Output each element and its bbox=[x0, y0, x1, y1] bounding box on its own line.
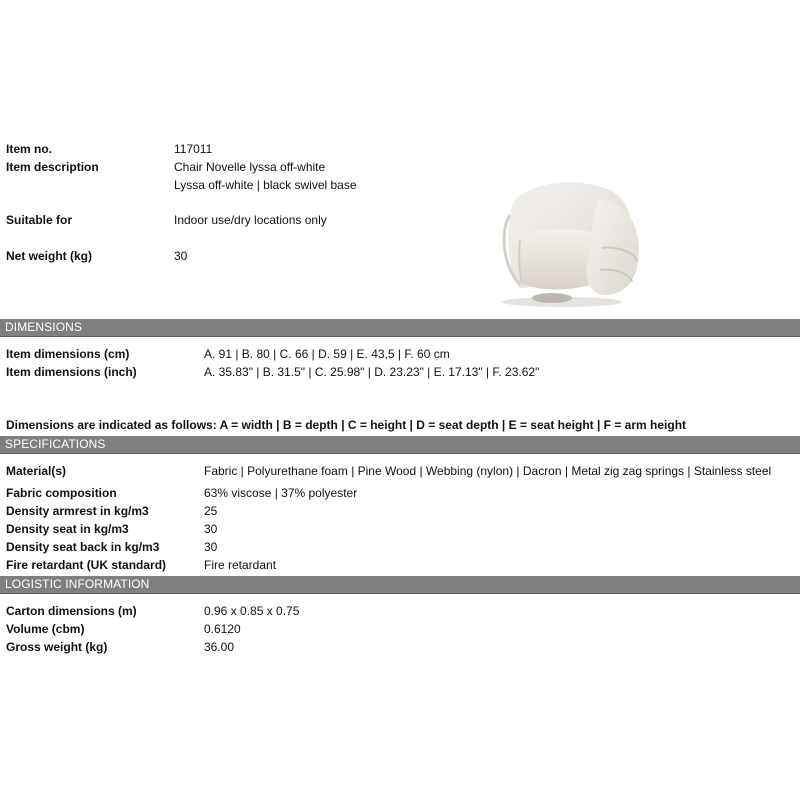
materials-label: Material(s) bbox=[6, 464, 67, 478]
item-description-value-2: Lyssa off-white | black swivel base bbox=[174, 178, 357, 192]
suitable-for-label: Suitable for bbox=[6, 213, 73, 227]
fabric-composition-label: Fabric composition bbox=[6, 486, 117, 500]
item-description-label: Item description bbox=[6, 160, 99, 174]
density-seat-back-value: 30 bbox=[204, 540, 218, 554]
density-armrest-value: 25 bbox=[204, 504, 218, 518]
carton-dimensions-label: Carton dimensions (m) bbox=[6, 604, 137, 618]
volume-value: 0.6120 bbox=[204, 622, 241, 636]
chair-icon bbox=[480, 170, 650, 310]
density-seat-back-label: Density seat back in kg/m3 bbox=[6, 540, 160, 554]
density-seat-value: 30 bbox=[204, 522, 218, 536]
fire-retardant-label: Fire retardant (UK standard) bbox=[6, 558, 167, 572]
dimensions-section-header: DIMENSIONS bbox=[0, 319, 800, 336]
net-weight-value: 30 bbox=[174, 249, 188, 263]
item-description-value: Chair Novelle lyssa off-white bbox=[174, 160, 326, 174]
materials-value: Fabric | Polyurethane foam | Pine Wood | Webbing (nylon) | Dacron | Metal zig zag springs | Stainless steel bbox=[204, 464, 772, 478]
gross-weight-label: Gross weight (kg) bbox=[6, 640, 108, 654]
dimensions-inch-value: A. 35.83" | B. 31.5" | C. 25.98" | D. 23.23" | E. 17.13" | F. 23.62" bbox=[204, 365, 540, 379]
volume-label: Volume (cbm) bbox=[6, 622, 85, 636]
item-no-value: 117011 bbox=[174, 142, 213, 156]
dimensions-inch-label: Item dimensions (inch) bbox=[6, 365, 137, 379]
gross-weight-value: 36.00 bbox=[204, 640, 235, 654]
logistic-section-header: LOGISTIC INFORMATION bbox=[0, 576, 800, 593]
density-armrest-label: Density armrest in kg/m3 bbox=[6, 504, 149, 518]
item-no-label: Item no. bbox=[6, 142, 53, 156]
fabric-composition-value: 63% viscose | 37% polyester bbox=[204, 486, 358, 500]
net-weight-label: Net weight (kg) bbox=[6, 249, 92, 263]
suitable-for-value: Indoor use/dry locations only bbox=[174, 213, 327, 227]
carton-dimensions-value: 0.96 x 0.85 x 0.75 bbox=[204, 604, 300, 618]
fire-retardant-value: Fire retardant bbox=[204, 558, 277, 572]
dimensions-cm-value: A. 91 | B. 80 | C. 66 | D. 59 | E. 43,5 | F. 60 cm bbox=[204, 347, 450, 361]
dimensions-legend-note: Dimensions are indicated as follows: A = width | B = depth | C = height | D = seat depth | E = seat height | F = arm height bbox=[6, 418, 687, 432]
density-seat-label: Density seat in kg/m3 bbox=[6, 522, 129, 536]
dimensions-cm-label: Item dimensions (cm) bbox=[6, 347, 130, 361]
specifications-section-header: SPECIFICATIONS bbox=[0, 436, 800, 453]
